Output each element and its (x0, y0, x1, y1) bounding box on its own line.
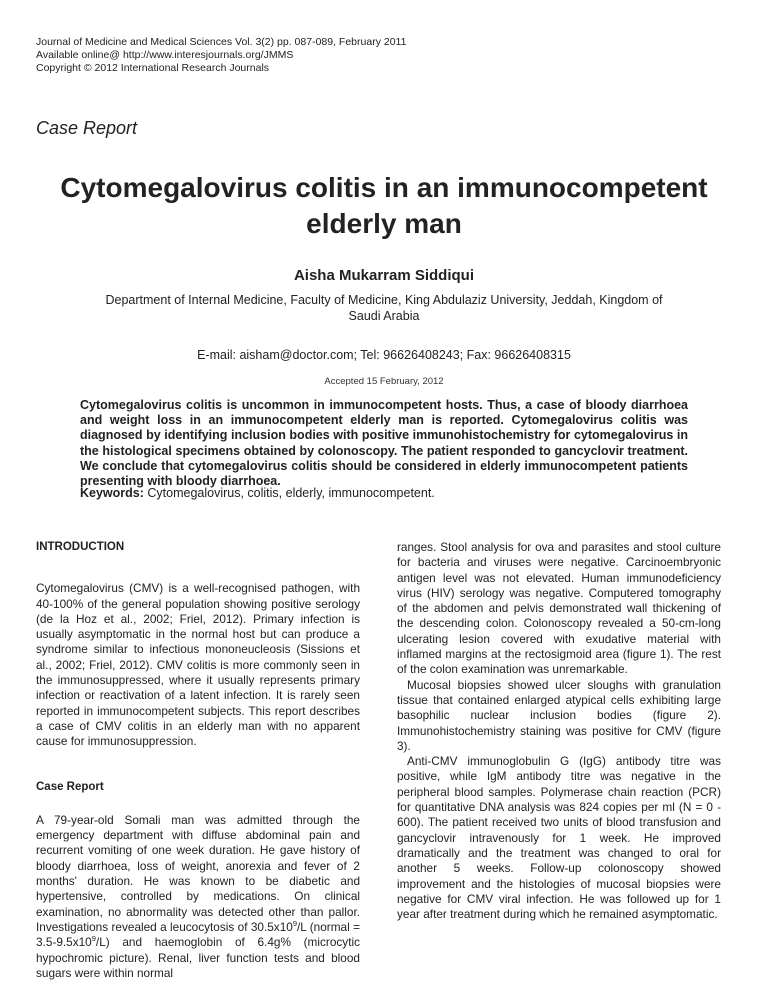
case-text-part-2: /L (normal = 3.5-9.5x10 (36, 919, 360, 950)
abstract: Cytomegalovirus colitis is uncommon in immunocompetent hosts. Thus, a case of bloody diarrhoea and weight loss in an immunocompetent elderly man is reported. Cytomegalovirus colitis was diagnosed by identifying inclusion bodies with positive immunohistochemistry for cytomegalovirus in the histological specimens obtained by colonoscopy. The patient responded to gancyclovir treatment. We conclude that cytomegalovirus colitis should be considered in elderly immunocompetent patients presenting with bloody diarrhoea. (80, 398, 688, 489)
superscript-2: 9 (91, 934, 96, 944)
right-column (397, 540, 721, 922)
introduction-heading: INTRODUCTION (36, 541, 125, 553)
availability-line: Available online@ http://www.interesjournals.org/JMMS (36, 49, 294, 61)
case-text-part-1: A 79-year-old Somali man was admitted through the emergency department with diffuse abdominal pain and recurrent vomiting of one week duration. He gave history of bloody diarrhoea, loss of weight, anorexia and fever of 2 months' duration. He was known to be diabetic and hypertensive, controlled by medications. On clinical examination, no abnormality was detected other than pallor. Investigations revealed a leucocytosis of 30.5x10 (36, 812, 360, 934)
accepted-date: Accepted 15 February, 2012 (324, 376, 444, 387)
journal-header (36, 36, 406, 75)
case-report-paragraph-2: Mucosal biopsies showed ulcer sloughs with granulation tissue that contained enlarged atypical cells exhibiting large basophilic nuclear inclusion bodies (figure 2). Immunohistochemistry staining was positive for CMV (figure 3). (397, 677, 721, 753)
keywords (80, 486, 688, 500)
case-report-paragraph-1 (36, 813, 360, 981)
keywords-label: Keywords: (80, 486, 144, 500)
article-title: Cytomegalovirus colitis in an immunocompetent elderly man (60, 172, 708, 239)
journal-citation: Journal of Medicine and Medical Sciences Vol. 3(2) pp. 087-089, February 2011 (36, 36, 407, 48)
author-name: Aisha Mukarram Siddiqui (293, 267, 475, 284)
introduction-paragraph: Cytomegalovirus (CMV) is a well-recognised pathogen, with 40-100% of the general population showing positive serology (de la Hoz et al., 2002; Friel, 2012). Primary infection is usually asymptomatic in the normal host but can produce a syndrome similar to infectious mononeucleosis (Sissions et al., 2002; Friel, 2012). CMV colitis is more commonly seen in the immunosuppressed, where it usually represents primary infection or reactivation of a latent infection. It is rarely seen reported in immunocompetent subjects. This report describes a case of CMV colitis in an elderly man with no apparent cause for immunosuppression. (36, 581, 360, 749)
case-text-part-3: /L) and haemoglobin of 6.4g% (microcytic hypochromic picture). Renal, liver function tests and blood sugars were within normal (36, 935, 360, 980)
author-affiliation: Department of Internal Medicine, Faculty of Medicine, King Abdulaziz University, Jeddah, Kingdom of Saudi Arabia (105, 293, 663, 323)
case-report-paragraph-1-continued: ranges. Stool analysis for ova and parasites and stool culture for bacteria and viruses were negative. Carcinoembryonic antigen level was not elevated. Human immunodeficiency virus (HIV) serology was negative. Computered tomography of the abdomen and pelvis demonstrated wall thickening of the descending colon. Colonoscopy revealed a 50-cm-long ulcerating lesion covered with exudative material with inflamed margins at the rectosigmoid area (figure 1). The rest of the colon examination was unremarkable. (397, 540, 721, 677)
left-column (36, 540, 360, 981)
keywords-text: Cytomegalovirus, colitis, elderly, immunocompetent. (147, 486, 435, 500)
copyright-line: Copyright © 2012 International Research Journals (36, 62, 270, 74)
superscript-1: 9 (292, 919, 297, 929)
contact-info: E-mail: aisham@doctor.com; Tel: 96626408243; Fax: 96626408315 (197, 348, 571, 362)
case-report-paragraph-3: Anti-CMV immunoglobulin G (IgG) antibody titre was positive, while IgM antibody titre was negative in the peripheral blood samples. Polymerase chain reaction (PCR) for quantitative DNA analysis was 824 copies per ml (N = 0 - 600). The patient received two units of blood transfusion and gancyclovir intravenously for 1 week. He improved dramatically and the treatment was changed to oral for another 5 weeks. Follow-up colonoscopy showed improvement and the histologies of mucosal biopsies were negative for CMV viral infection. He was followed up for 1 year after treatment during which he remained asymptomatic. (397, 754, 721, 922)
article-type: Case Report (36, 118, 138, 138)
case-report-heading: Case Report (36, 780, 104, 793)
